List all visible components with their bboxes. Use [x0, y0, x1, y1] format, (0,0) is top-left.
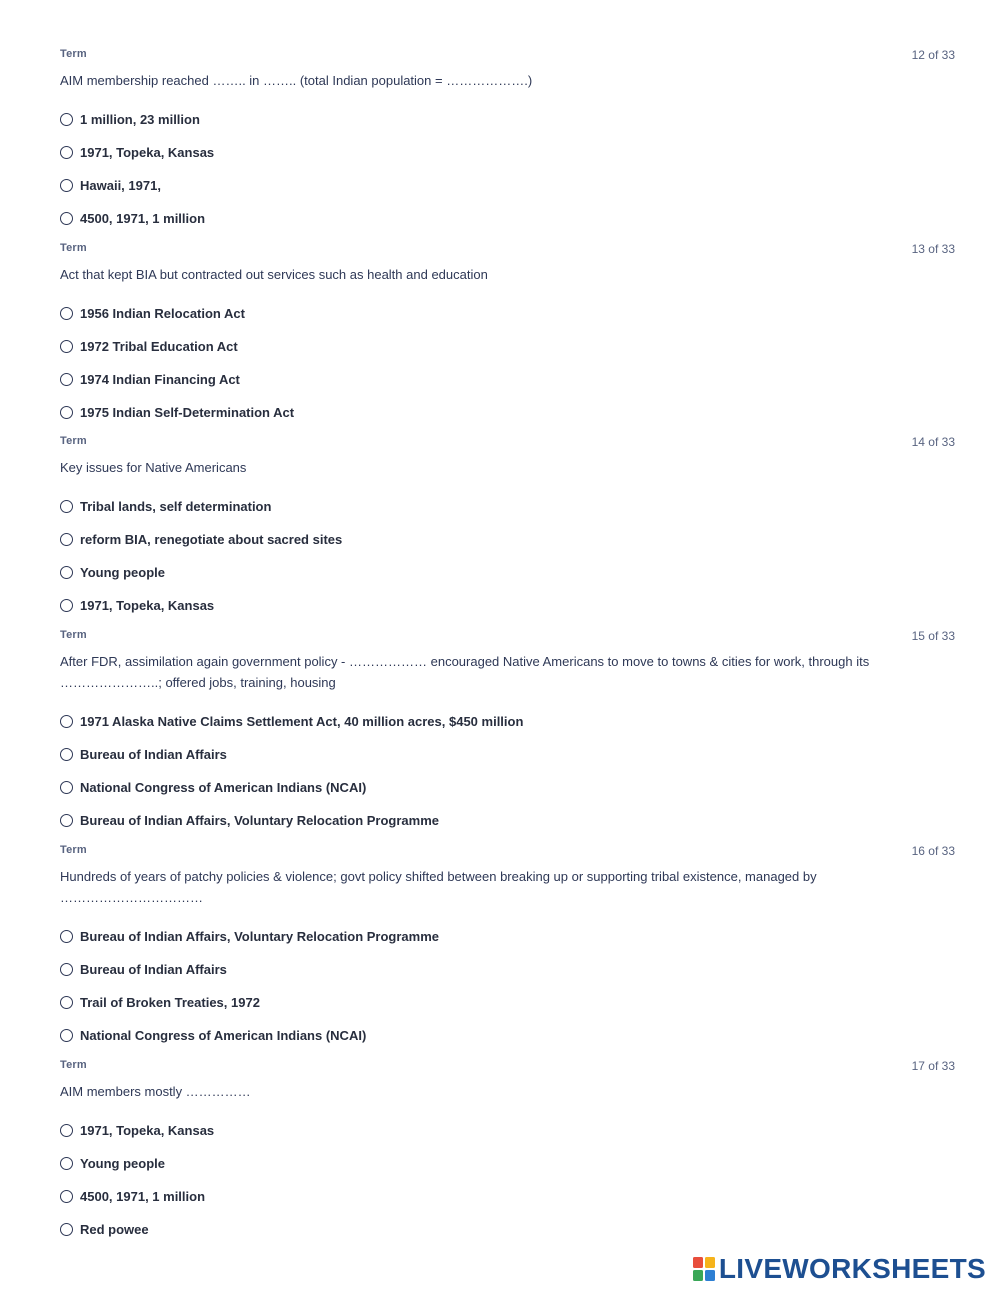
- question-17: [60, 1059, 955, 1246]
- radio-button[interactable]: [60, 373, 73, 386]
- question-16: [60, 844, 955, 1052]
- answer-option[interactable]: [60, 1213, 955, 1246]
- radio-button[interactable]: [60, 996, 73, 1009]
- answer-option[interactable]: [60, 953, 955, 986]
- answer-option[interactable]: [60, 330, 955, 363]
- radio-button[interactable]: [60, 566, 73, 579]
- question-text: Key issues for Native Americans: [60, 460, 247, 475]
- radio-button[interactable]: [60, 748, 73, 761]
- radio-button[interactable]: [60, 406, 73, 419]
- answer-label: 4500, 1971, 1 million: [80, 1189, 206, 1204]
- answer-options: [60, 1114, 955, 1246]
- answer-label: Bureau of Indian Affairs: [80, 962, 227, 977]
- radio-button[interactable]: [60, 1124, 73, 1137]
- answer-options: [60, 297, 955, 429]
- answer-options: [60, 920, 955, 1052]
- question-counter: 16 of 33: [911, 844, 955, 858]
- answer-label: 1971, Topeka, Kansas: [80, 598, 215, 613]
- question-counter: 12 of 33: [911, 48, 955, 62]
- radio-button[interactable]: [60, 1190, 73, 1203]
- answer-options: [60, 103, 955, 235]
- term-label: Term: [60, 242, 87, 254]
- liveworksheets-logo: [693, 1253, 986, 1285]
- answer-option[interactable]: [60, 103, 955, 136]
- answer-option[interactable]: [60, 986, 955, 1019]
- question-counter: 17 of 33: [911, 1059, 955, 1073]
- term-label: Term: [60, 629, 87, 641]
- radio-button[interactable]: [60, 1029, 73, 1042]
- answer-option[interactable]: [60, 297, 955, 330]
- answer-options: [60, 705, 955, 837]
- answer-option[interactable]: [60, 363, 955, 396]
- answer-label: 1971, Topeka, Kansas: [80, 1123, 215, 1138]
- answer-label: National Congress of American Indians (NCAI): [80, 1028, 367, 1043]
- answer-label: Red powee: [80, 1222, 149, 1237]
- radio-button[interactable]: [60, 500, 73, 513]
- question-text: AIM membership reached …….. in …….. (total Indian population = ……………….): [60, 73, 533, 88]
- answer-option[interactable]: [60, 738, 955, 771]
- radio-button[interactable]: [60, 1223, 73, 1236]
- answer-option[interactable]: [60, 589, 955, 622]
- term-label: Term: [60, 844, 87, 856]
- radio-button[interactable]: [60, 814, 73, 827]
- answer-label: Bureau of Indian Affairs: [80, 747, 227, 762]
- liveworksheets-logo-icon: [693, 1257, 715, 1281]
- question-14: [60, 435, 955, 622]
- answer-label: 1 million, 23 million: [80, 112, 200, 127]
- term-label: Term: [60, 435, 87, 447]
- term-label: Term: [60, 1059, 87, 1071]
- answer-label: Young people: [80, 1156, 165, 1171]
- answer-label: 1975 Indian Self-Determination Act: [80, 405, 295, 420]
- radio-button[interactable]: [60, 179, 73, 192]
- radio-button[interactable]: [60, 146, 73, 159]
- answer-option[interactable]: [60, 136, 955, 169]
- radio-button[interactable]: [60, 307, 73, 320]
- term-label: Term: [60, 48, 87, 60]
- question-counter: 14 of 33: [911, 435, 955, 449]
- answer-option[interactable]: [60, 202, 955, 235]
- answer-option[interactable]: [60, 920, 955, 953]
- answer-label: Bureau of Indian Affairs, Voluntary Relocation Programme: [80, 813, 440, 828]
- answer-label: 4500, 1971, 1 million: [80, 211, 206, 226]
- question-counter: 13 of 33: [911, 242, 955, 256]
- answer-option[interactable]: [60, 1147, 955, 1180]
- answer-option[interactable]: [60, 804, 955, 837]
- answer-option[interactable]: [60, 169, 955, 202]
- question-text: After FDR, assimilation again government policy - ……………… encouraged Native Americans to move to towns & cities for work, through its …………………..; offered jobs, training, housing: [60, 654, 870, 690]
- question-text: AIM members mostly ……………: [60, 1084, 251, 1099]
- answer-options: [60, 490, 955, 622]
- answer-label: Hawaii, 1971,: [80, 178, 161, 193]
- answer-label: National Congress of American Indians (NCAI): [80, 780, 367, 795]
- answer-label: reform BIA, renegotiate about sacred sites: [80, 532, 343, 547]
- answer-option[interactable]: [60, 396, 955, 429]
- answer-option[interactable]: [60, 556, 955, 589]
- question-12: [60, 48, 955, 235]
- answer-label: 1971 Alaska Native Claims Settlement Act, 40 million acres, $450 million: [80, 714, 524, 729]
- radio-button[interactable]: [60, 1157, 73, 1170]
- radio-button[interactable]: [60, 781, 73, 794]
- answer-option[interactable]: [60, 1180, 955, 1213]
- answer-label: 1956 Indian Relocation Act: [80, 306, 245, 321]
- answer-label: Bureau of Indian Affairs, Voluntary Relocation Programme: [80, 929, 440, 944]
- answer-option[interactable]: [60, 771, 955, 804]
- answer-label: Trail of Broken Treaties, 1972: [80, 995, 260, 1010]
- radio-button[interactable]: [60, 599, 73, 612]
- answer-option[interactable]: [60, 490, 955, 523]
- answer-option[interactable]: [60, 705, 955, 738]
- answer-label: Young people: [80, 565, 165, 580]
- answer-option[interactable]: [60, 1114, 955, 1147]
- question-text: Act that kept BIA but contracted out services such as health and education: [60, 267, 488, 282]
- answer-label: 1974 Indian Financing Act: [80, 372, 240, 387]
- question-text: Hundreds of years of patchy policies & violence; govt policy shifted between breaking up or supporting tribal existence, managed by ……………………………: [60, 869, 817, 905]
- answer-option[interactable]: [60, 523, 955, 556]
- answer-label: 1972 Tribal Education Act: [80, 339, 238, 354]
- question-13: [60, 242, 955, 429]
- radio-button[interactable]: [60, 715, 73, 728]
- radio-button[interactable]: [60, 930, 73, 943]
- radio-button[interactable]: [60, 113, 73, 126]
- answer-label: 1971, Topeka, Kansas: [80, 145, 215, 160]
- answer-option[interactable]: [60, 1019, 955, 1052]
- radio-button[interactable]: [60, 340, 73, 353]
- radio-button[interactable]: [60, 212, 73, 225]
- question-15: [60, 629, 955, 837]
- radio-button[interactable]: [60, 963, 73, 976]
- liveworksheets-wordmark: LIVEWORKSHEETS: [718, 1253, 986, 1284]
- radio-button[interactable]: [60, 533, 73, 546]
- answer-label: Tribal lands, self determination: [80, 499, 272, 514]
- question-counter: 15 of 33: [911, 629, 955, 643]
